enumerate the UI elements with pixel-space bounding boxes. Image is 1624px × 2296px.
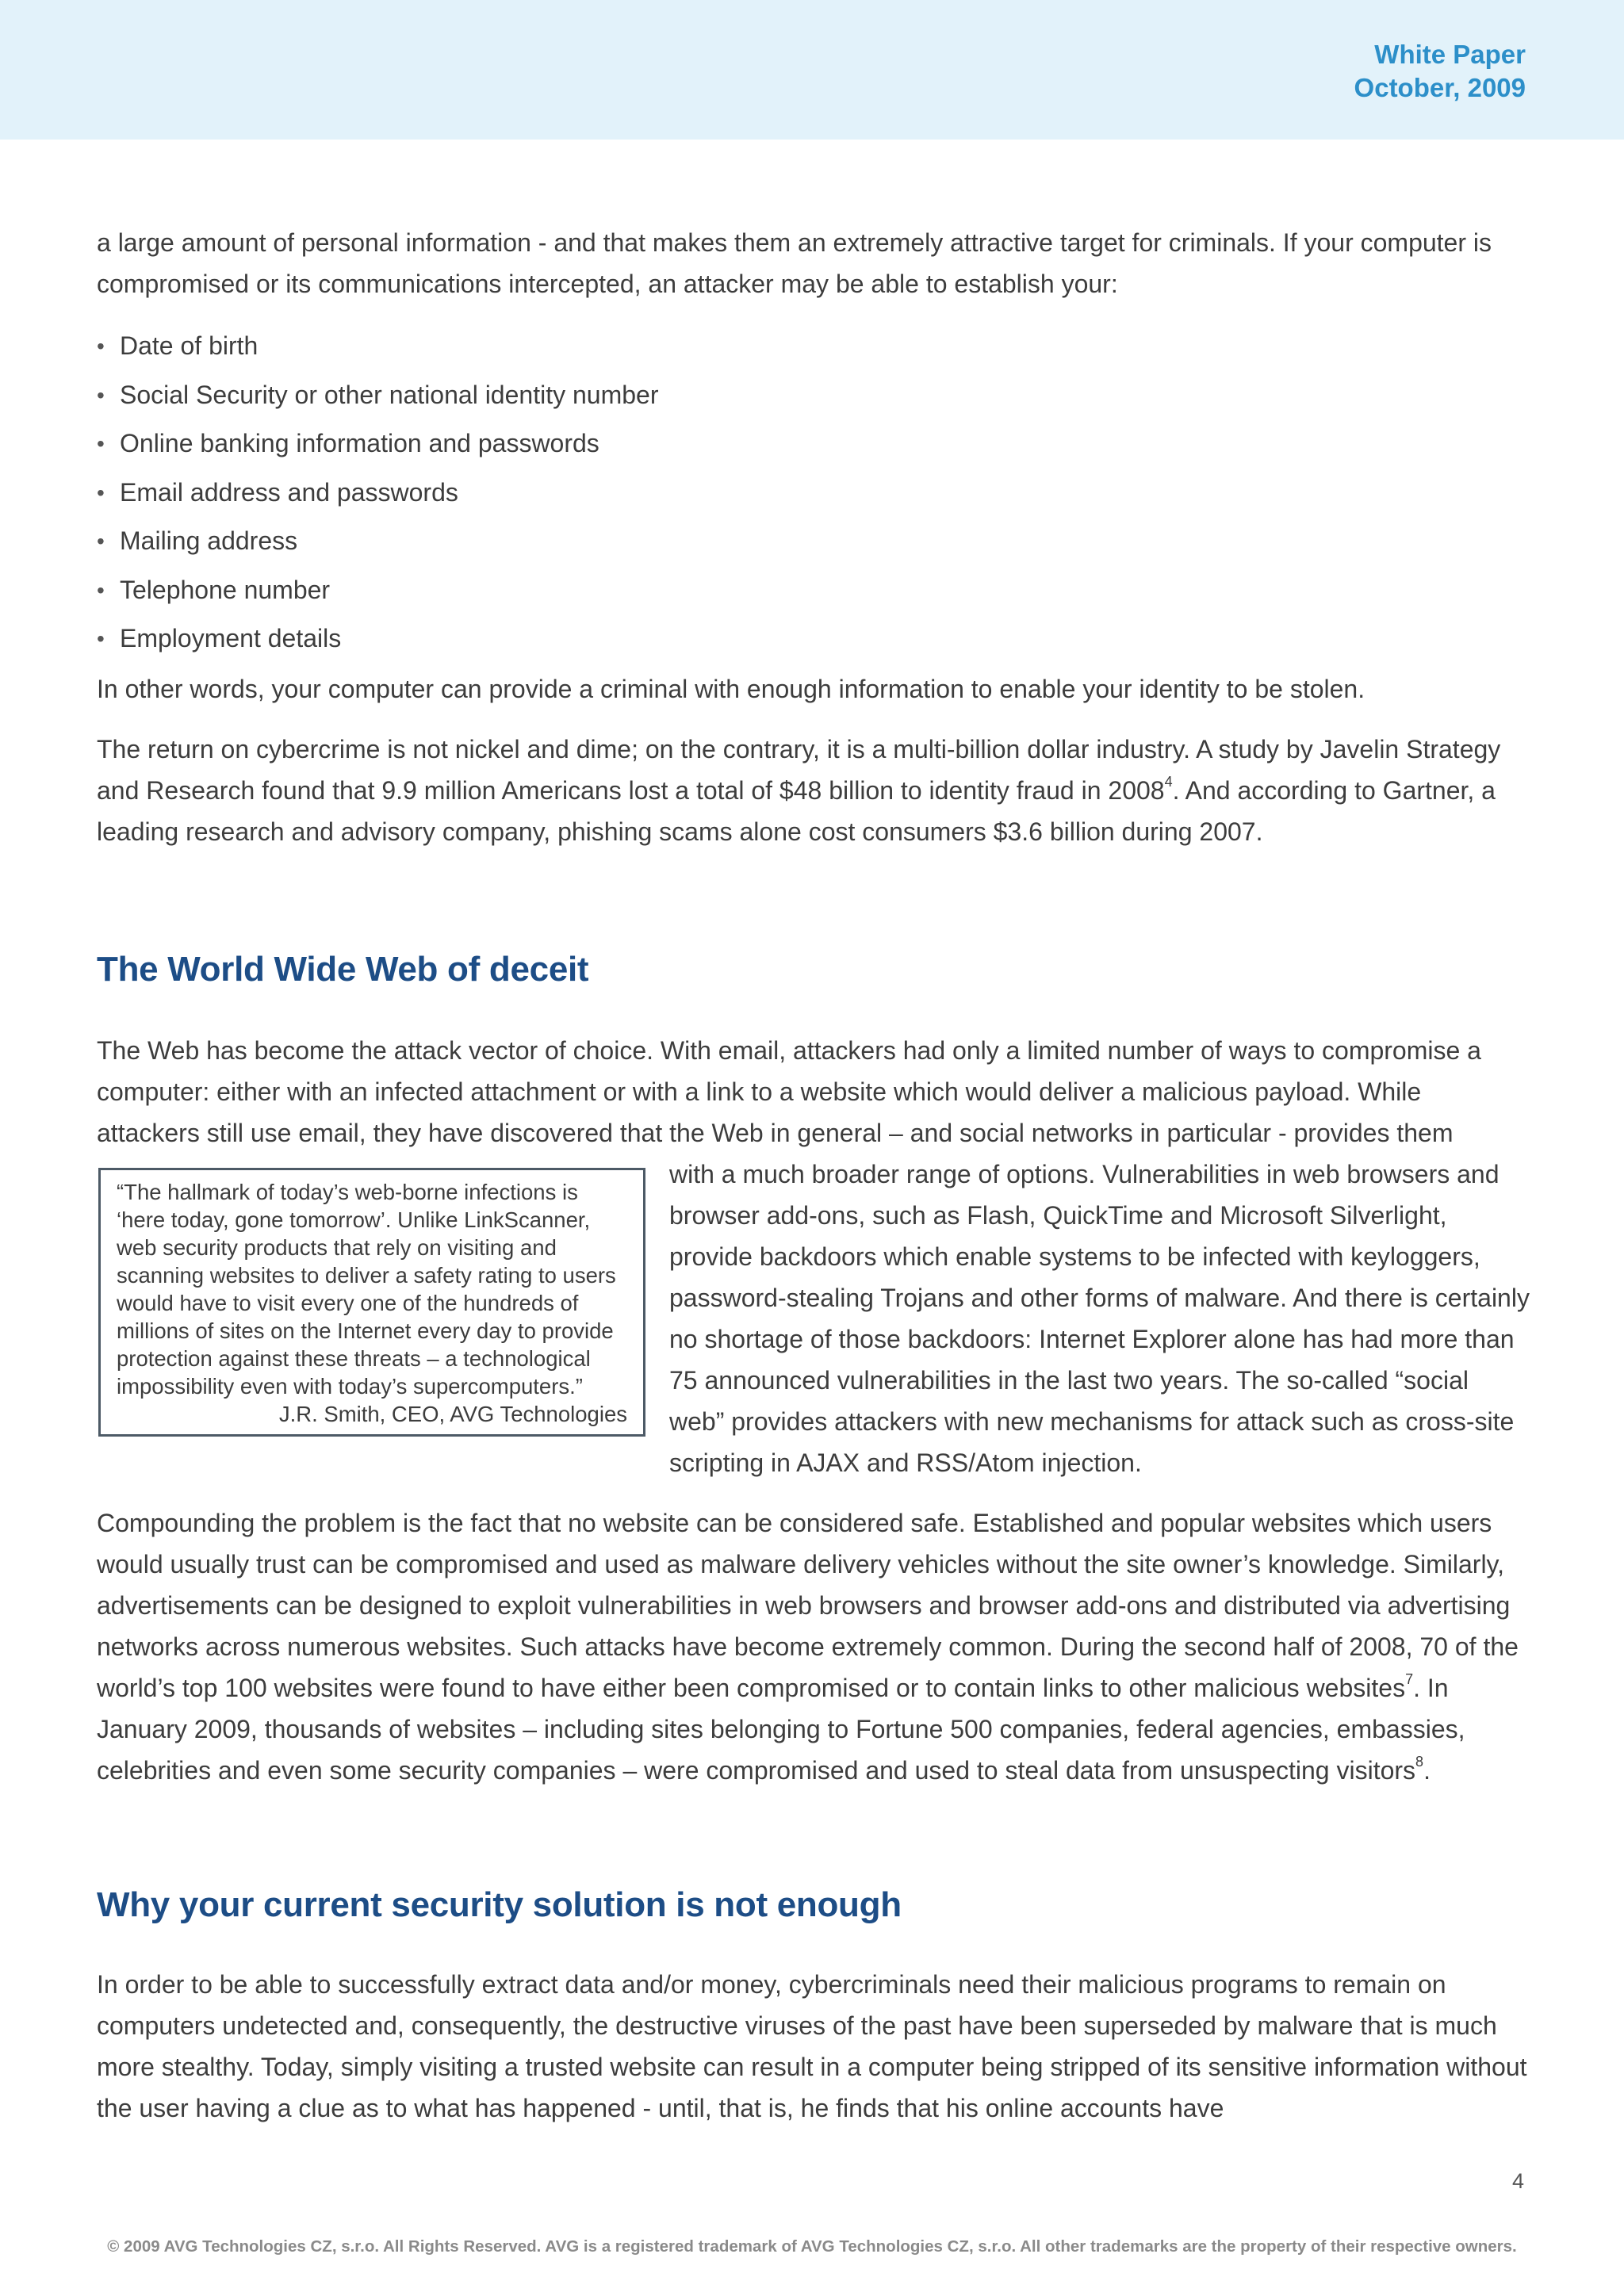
vulnerabilities-paragraph: with a much broader range of options. Vulnerabilities in web browsers and browser add-ons, such as Flash, QuickTime and Microsoft Silverlight, provide backdoors which enable systems to be infected with keyloggers, password-stealing Trojans and other forms of malware. And there is certainly no shortage of those backdoors: Internet Explorer alone has had more than 75 announced vulnerabilities in the last two years. The so-called “social web” provides attackers with new mechanisms for attack such as cross-site scripting in AJAX and RSS/Atom injection.: [669, 1159, 1530, 1477]
footnote-ref: 8: [1415, 1753, 1424, 1770]
compounding-paragraph: Compounding the problem is the fact that no website can be considered safe. Established and popular websites which users would usually trust can be compromised and used as malware delivery vehicles without the site owner’s knowledge. Similarly, advertisements can be designed to exploit vulnerabilities in web browsers and browser add-ons and distributed via advertising networks across numerous websites. Such attacks have become extremely common. During the second half of 2008, 70 of the world’s top 100 websites were found to have either been compromised or to contain links to other malicious websites$^7$. In January 2009, thousands of websites – including sites belonging to Fortune 500 companies, federal agencies, embassies, celebrities and even some security companies – were compromised and used to steal data from unsuspecting visitors$^8$.: [97, 1508, 1519, 1785]
list-item: • Telephone number: [97, 566, 1530, 615]
bullet-icon: •: [97, 626, 105, 651]
bullet-icon: •: [97, 577, 105, 603]
document-type-label: [1354, 38, 1526, 105]
return-on-cybercrime-paragraph: The return on cybercrime is not nickel and dime; on the contrary, it is a multi-billion dollar industry. A study by Javelin Strategy and Research found that 9.9 million Americans lost a total of $48 billion to identity fraud in 2008$^4$. And according to Gartner, a leading research and advisory company, phishing scams alone cost consumers $3.6 billion during 2007.: [97, 734, 1501, 846]
pull-quote-attribution: J.R. Smith, CEO, AVG Technologies: [278, 1401, 627, 1426]
intro-paragraph: a large amount of personal information - and that makes them an extremely attractive target for criminals. If your computer is compromised or its communications intercepted, an attacker may be able to establish your:: [97, 228, 1492, 298]
list-item: • Online banking information and passwords: [97, 419, 1530, 469]
list-item: • Date of birth: [97, 322, 1530, 371]
document-type: White Paper: [1374, 40, 1526, 69]
bullet-icon: •: [97, 529, 105, 553]
in-other-words-paragraph: In other words, your computer can provide a criminal with enough information to enable your identity to be stolen.: [97, 674, 1365, 703]
bullet-icon: •: [97, 431, 105, 456]
web-attack-vector-paragraph: The Web has become the attack vector of choice. With email, attackers had only a limited number of ways to compromise a computer: either with an infected attachment or with a link to a website which would deliver a malicious payload. While attackers still use email, they have discovered that the Web in general – and social networks in particular - provides them: [97, 1035, 1481, 1147]
section-heading-web-of-deceit: The World Wide Web of deceit: [97, 949, 589, 989]
footnote-ref: 4: [1164, 773, 1173, 790]
section-heading-security-solution: Why your current security solution is not enough: [97, 1885, 902, 1924]
list-item: • Social Security or other national identity number: [97, 371, 1530, 420]
stealth-malware-paragraph: In order to be able to successfully extract data and/or money, cybercriminals need their malicious programs to remain on computers undetected and, consequently, the destructive viruses of the past have been superseded by malware that is much more stealthy. Today, simply visiting a trusted website can result in a computer being stripped of its sensitive information without the user having a clue as to what has happened - until, that is, he finds that his online accounts have: [97, 1969, 1527, 2122]
personal-info-list: [97, 322, 1530, 664]
bullet-icon: •: [97, 334, 105, 358]
page-number: 4: [1511, 2169, 1524, 2193]
list-item: • Employment details: [97, 614, 1530, 664]
bullet-icon: •: [97, 382, 105, 408]
page-header-band: [0, 0, 1624, 140]
list-item: • Mailing address: [97, 517, 1530, 566]
footnote-ref: 7: [1405, 1670, 1414, 1687]
list-item: • Email address and passwords: [97, 469, 1530, 518]
pull-quote-box: [98, 1168, 645, 1437]
quote-wrap-section: [97, 1154, 1530, 1483]
bullet-icon: •: [97, 480, 105, 505]
page-content: [97, 222, 1530, 2129]
pull-quote-text: “The hallmark of today’s web-borne infections is ‘here today, gone tomorrow’. Unlike LinkScanner, web security products that rely on visiting and scanning websites to deliver a safety rating to users would have to visit every one of the hundreds of millions of sites on the Internet every day to provide protection against these threats – a technological impossibility even with today’s supercomputers.”: [117, 1179, 616, 1399]
copyright-footer: © 2009 AVG Technologies CZ, s.r.o. All Rights Reserved. AVG is a registered trademark of AVG Technologies CZ, s.r.o. All other trademarks are the property of their respective owners.: [107, 2237, 1517, 2256]
document-date: October, 2009: [1354, 73, 1526, 102]
